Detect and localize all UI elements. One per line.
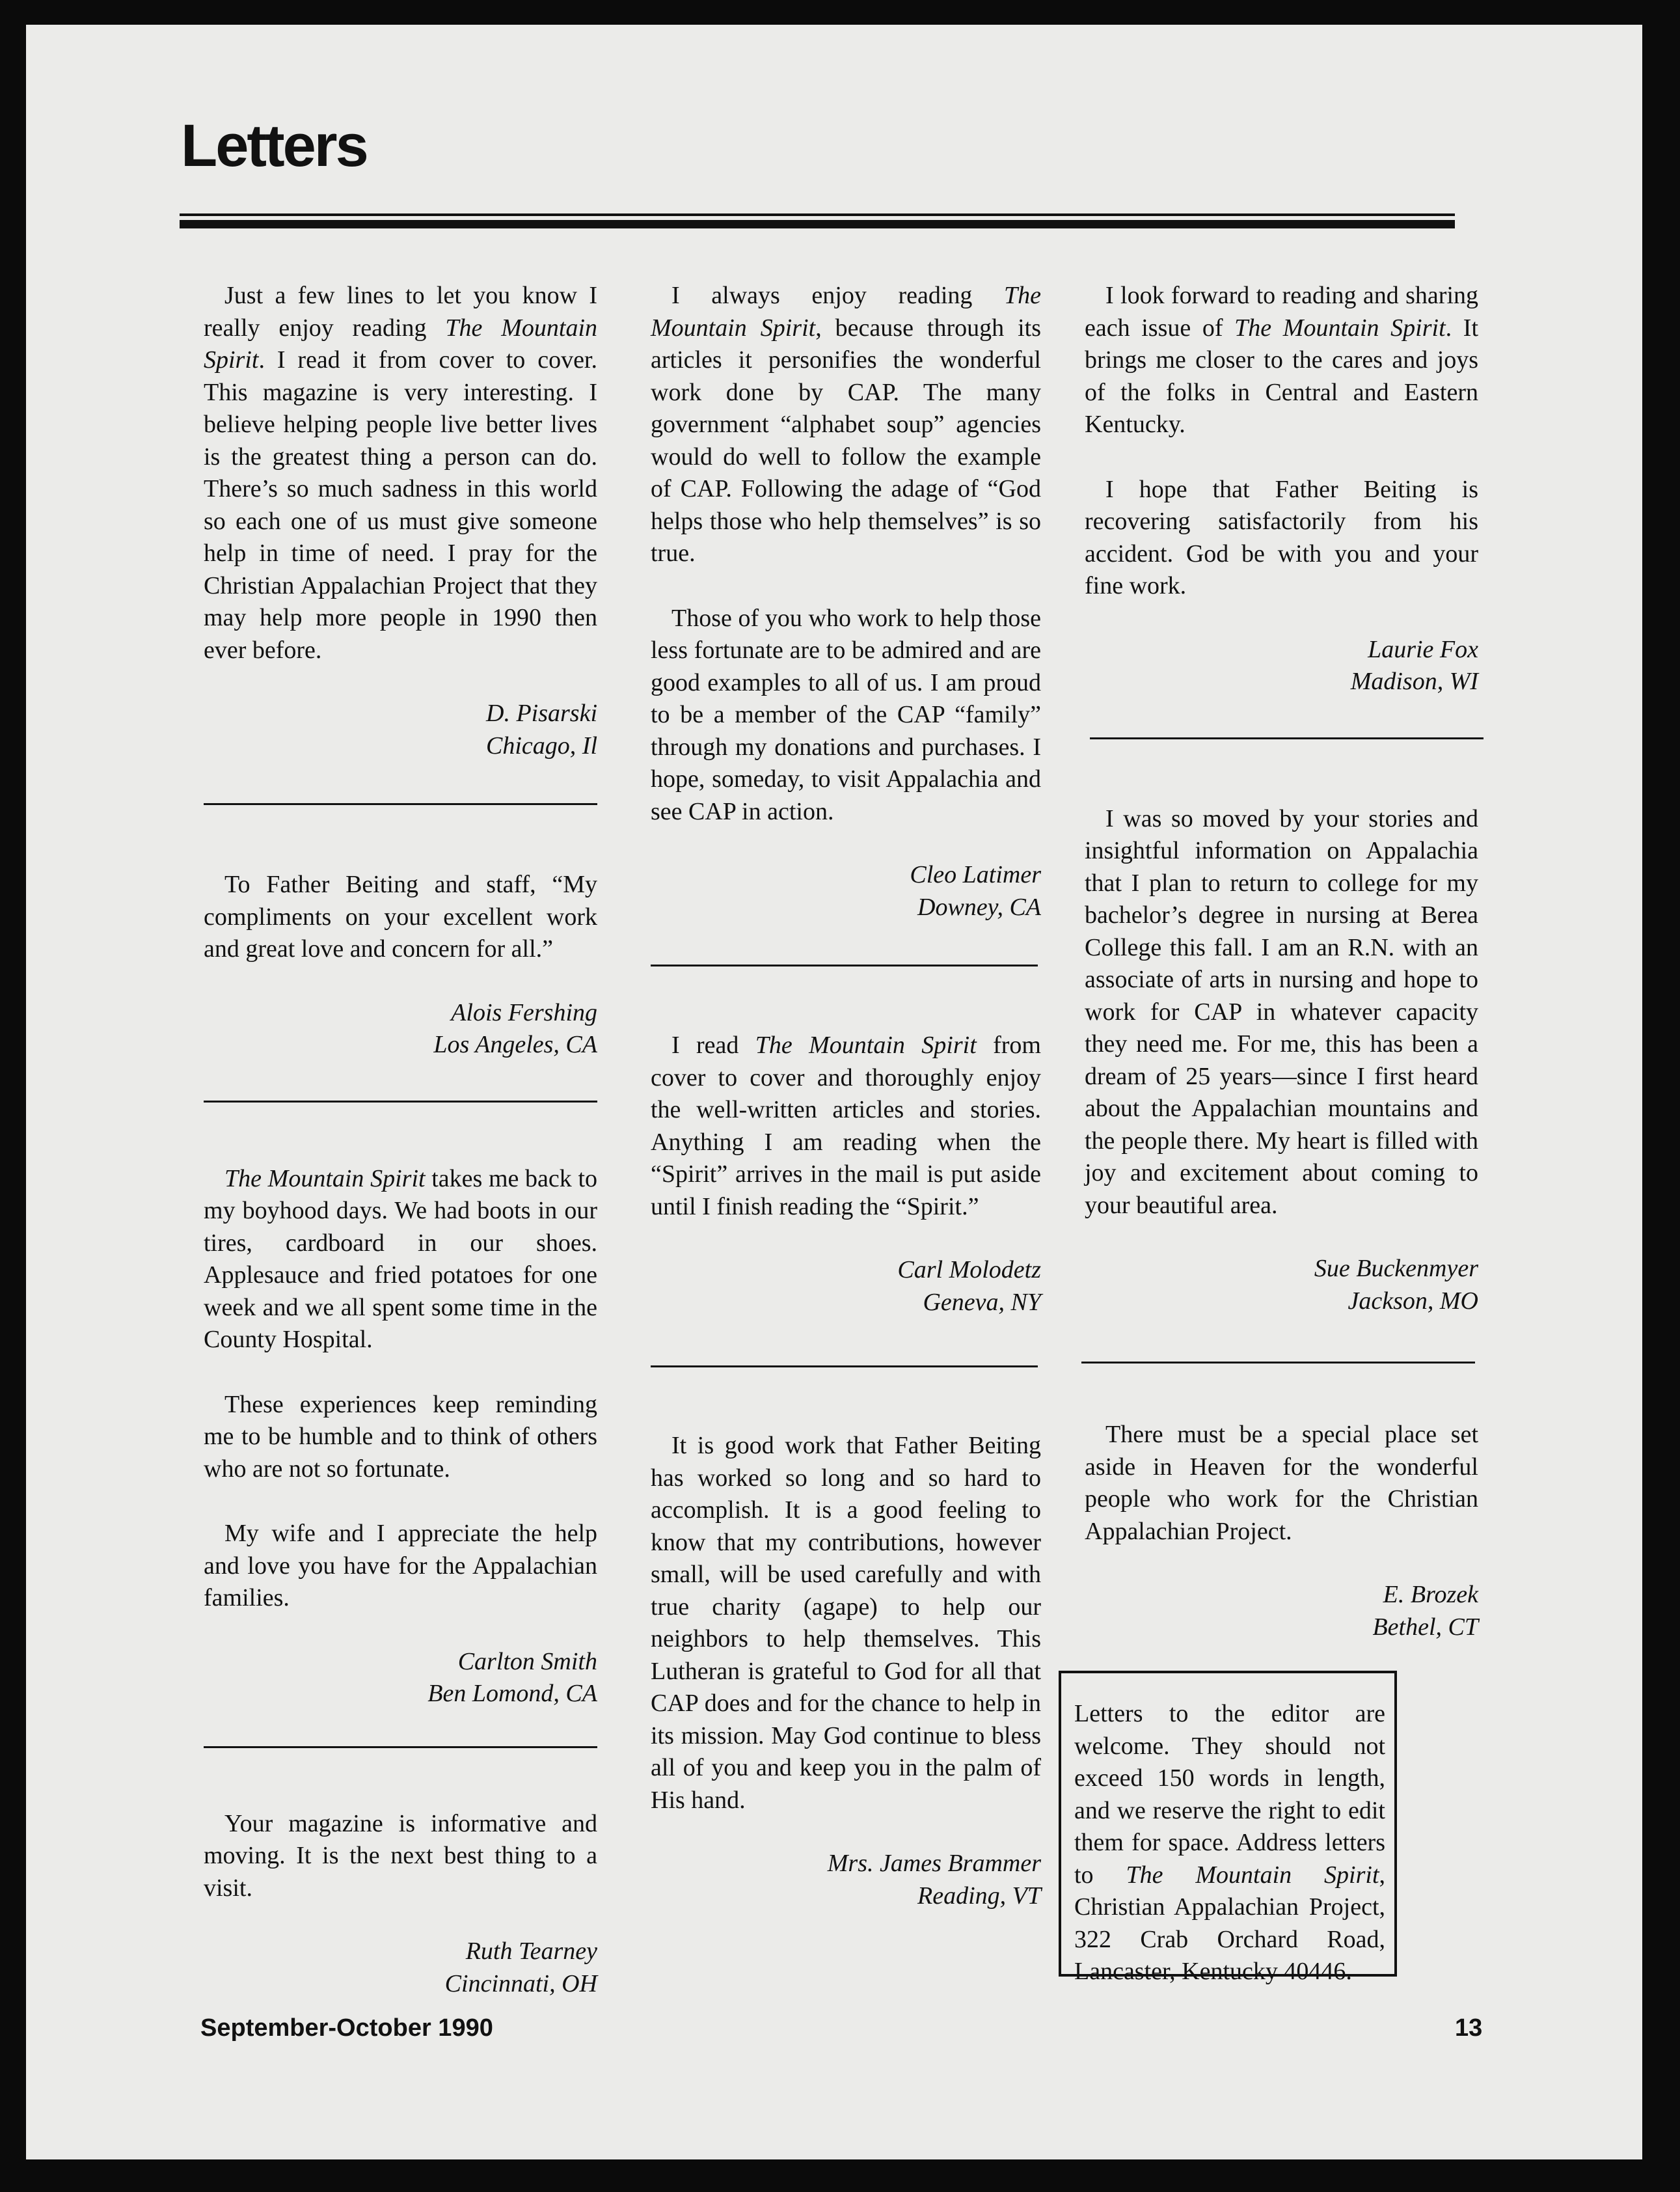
page-title: Letters	[181, 113, 367, 179]
letter-location: Downey, CA	[917, 893, 1041, 921]
editor-notice-box	[1059, 1671, 1397, 1985]
letter-separator	[1090, 737, 1484, 739]
letter-paragraph: I was so moved by your stories and insightful information on Appalachia that I plan to return to college for my bachelor’s degree in nursing at Berea College this fall. I am an R.N. with an associate of arts in nursing and hope to work for CAP in whatever capacity they need me. For me, this has been a dream of 25 years—since I first heard about the Appalachian mountains and the people there. My heart is filled with joy and excitement about coming to your beautiful area.	[1085, 804, 1478, 1219]
letter-author: Carl Molodetz	[897, 1256, 1041, 1283]
letter-separator	[651, 1365, 1038, 1367]
letter-location: Reading, VT	[917, 1882, 1041, 1910]
letter-author: Alois Fershing	[451, 998, 597, 1026]
letter-author: Ruth Tearney	[465, 1938, 597, 1965]
letter-separator	[651, 965, 1038, 966]
letter	[1085, 280, 1478, 698]
letter-signature	[651, 859, 1041, 924]
letter-paragraph: I always enjoy reading The Mountain Spirit, because through its articles it personifies the wonderful work done by CAP. The many government “alphabet soup” agencies would do well to follow the example of CAP. Following the adage of “God helps those who help themselves” is so true.	[651, 282, 1041, 567]
letter-signature	[204, 1936, 597, 2000]
letter-paragraph: I look forward to reading and sharing each issue of The Mountain Spirit. It brings me closer to the cares and joys of the folks in Central and Eastern Kentucky.	[1085, 282, 1478, 438]
letter-paragraph: Those of you who work to help those less fortunate are to be admired and are good examples to all of us. I am proud to be a member of the CAP “family” through my donations and purchases. I hope, someday, to visit Appalachia and see CAP in action.	[651, 604, 1041, 825]
letter-paragraph: To Father Beiting and staff, “My compliments on your excellent work and great love and concern for all.”	[204, 871, 597, 963]
letter-author: D. Pisarski	[486, 700, 597, 727]
letter-paragraph: Your magazine is informative and moving. It is the next best thing to a visit.	[204, 1809, 597, 1902]
letter-paragraph: The Mountain Spirit takes me back to my boyhood days. We had boots in our tires, cardboard in our shoes. Applesauce and fried potatoes for one week and we all spent some time in the County Hospital.	[204, 1164, 598, 1353]
letter-paragraph: Just a few lines to let you know I really enjoy reading The Mountain Spirit. I read it from cover to cover. This magazine is very interesting. I believe helping people live better lives is the greatest thing a person can do. There’s so much sadness in this world so each one of us must give someone help in time of need. I pray for the Christian Appalachian Project that they may help more people in 1990 then ever before.	[204, 282, 597, 664]
letter	[651, 1030, 1041, 1319]
letter-separator	[204, 803, 597, 805]
letter	[1085, 1419, 1478, 1643]
letter-signature	[1085, 1253, 1478, 1317]
letter-author: Laurie Fox	[1368, 635, 1478, 663]
footer-issue-date: September-October 1990	[200, 2014, 493, 2042]
letter-paragraph: These experiences keep reminding me to be humble and to think of others who are not so fortunate.	[204, 1390, 597, 1483]
column-3	[1085, 280, 1478, 1643]
letter-signature	[204, 698, 597, 762]
letter-author: Carlton Smith	[457, 1647, 597, 1675]
letter	[204, 280, 597, 762]
letter-location: Jackson, MO	[1348, 1287, 1478, 1315]
letter	[1085, 803, 1478, 1318]
letter-author: Mrs. James Brammer	[827, 1850, 1041, 1877]
letter-location: Chicago, Il	[486, 732, 597, 760]
letter-location: Los Angeles, CA	[433, 1031, 597, 1058]
column-2	[651, 280, 1041, 1912]
letter-paragraph: My wife and I appreciate the help and love you have for the Appalachian families.	[204, 1520, 597, 1611]
column-1	[204, 280, 597, 2000]
letter-signature	[651, 1254, 1041, 1319]
letter-paragraph: I read The Mountain Spirit from cover to cover and thoroughly enjoy the well-written articles and stories. Anything I am reading when the “Spirit” arrives in the mail is put aside until I finish reading the “Spirit.”	[651, 1032, 1041, 1220]
letter-signature	[651, 1848, 1041, 1912]
title-rule-thick	[180, 220, 1455, 228]
letter	[204, 1163, 597, 1710]
footer-page-number: 13	[1455, 2014, 1483, 2042]
letter-signature	[204, 1646, 597, 1710]
letter	[651, 1430, 1041, 1912]
letter	[204, 869, 597, 1062]
letter-location: Cincinnati, OH	[444, 1969, 597, 1997]
letter-paragraph: There must be a special place set aside in Heaven for the wonderful people who work for the Christian Appalachian Project.	[1085, 1421, 1478, 1545]
letter-location: Bethel, CT	[1372, 1613, 1478, 1641]
letter-author: Cleo Latimer	[910, 861, 1041, 888]
letter-author: E. Brozek	[1383, 1581, 1478, 1608]
letter-location: Geneva, NY	[923, 1288, 1041, 1316]
letter-author: Sue Buckenmyer	[1314, 1255, 1478, 1282]
letter-separator	[204, 1746, 597, 1748]
editor-notice-text: Letters to the editor are welcome. They should not exceed 150 words in length, and we reserve the right to edit them for space. Address letters to The Mountain Spirit, Christian Appalachian Project, 322 Crab Orchard Road, Lancaster, Kentucky 40446.	[1074, 1700, 1386, 1985]
letter-paragraph: It is good work that Father Beiting has worked so long and so hard to accomplish. It is a good feeling to know that my contributions, however small, will be used carefully and with true charity (agape) to help our neighbors to help themselves. This Lutheran is grateful to God for all that CAP does and for the chance to help in its mission. May God continue to bless all of you and keep you in the palm of His hand.	[651, 1432, 1041, 1814]
letter	[651, 280, 1041, 924]
letter-location: Madison, WI	[1350, 668, 1478, 695]
letter-signature	[204, 997, 597, 1062]
letter-paragraph: I hope that Father Beiting is recovering satisfactorily from his accident. God be with you and your fine work.	[1085, 475, 1478, 599]
letter	[204, 1808, 597, 2001]
title-rule-thin	[180, 213, 1455, 216]
letter-location: Ben Lomond, CA	[427, 1680, 597, 1707]
letter-signature	[1085, 1579, 1478, 1643]
letter-separator	[204, 1101, 597, 1103]
letter-signature	[1085, 634, 1478, 698]
letter-separator	[1081, 1362, 1475, 1363]
